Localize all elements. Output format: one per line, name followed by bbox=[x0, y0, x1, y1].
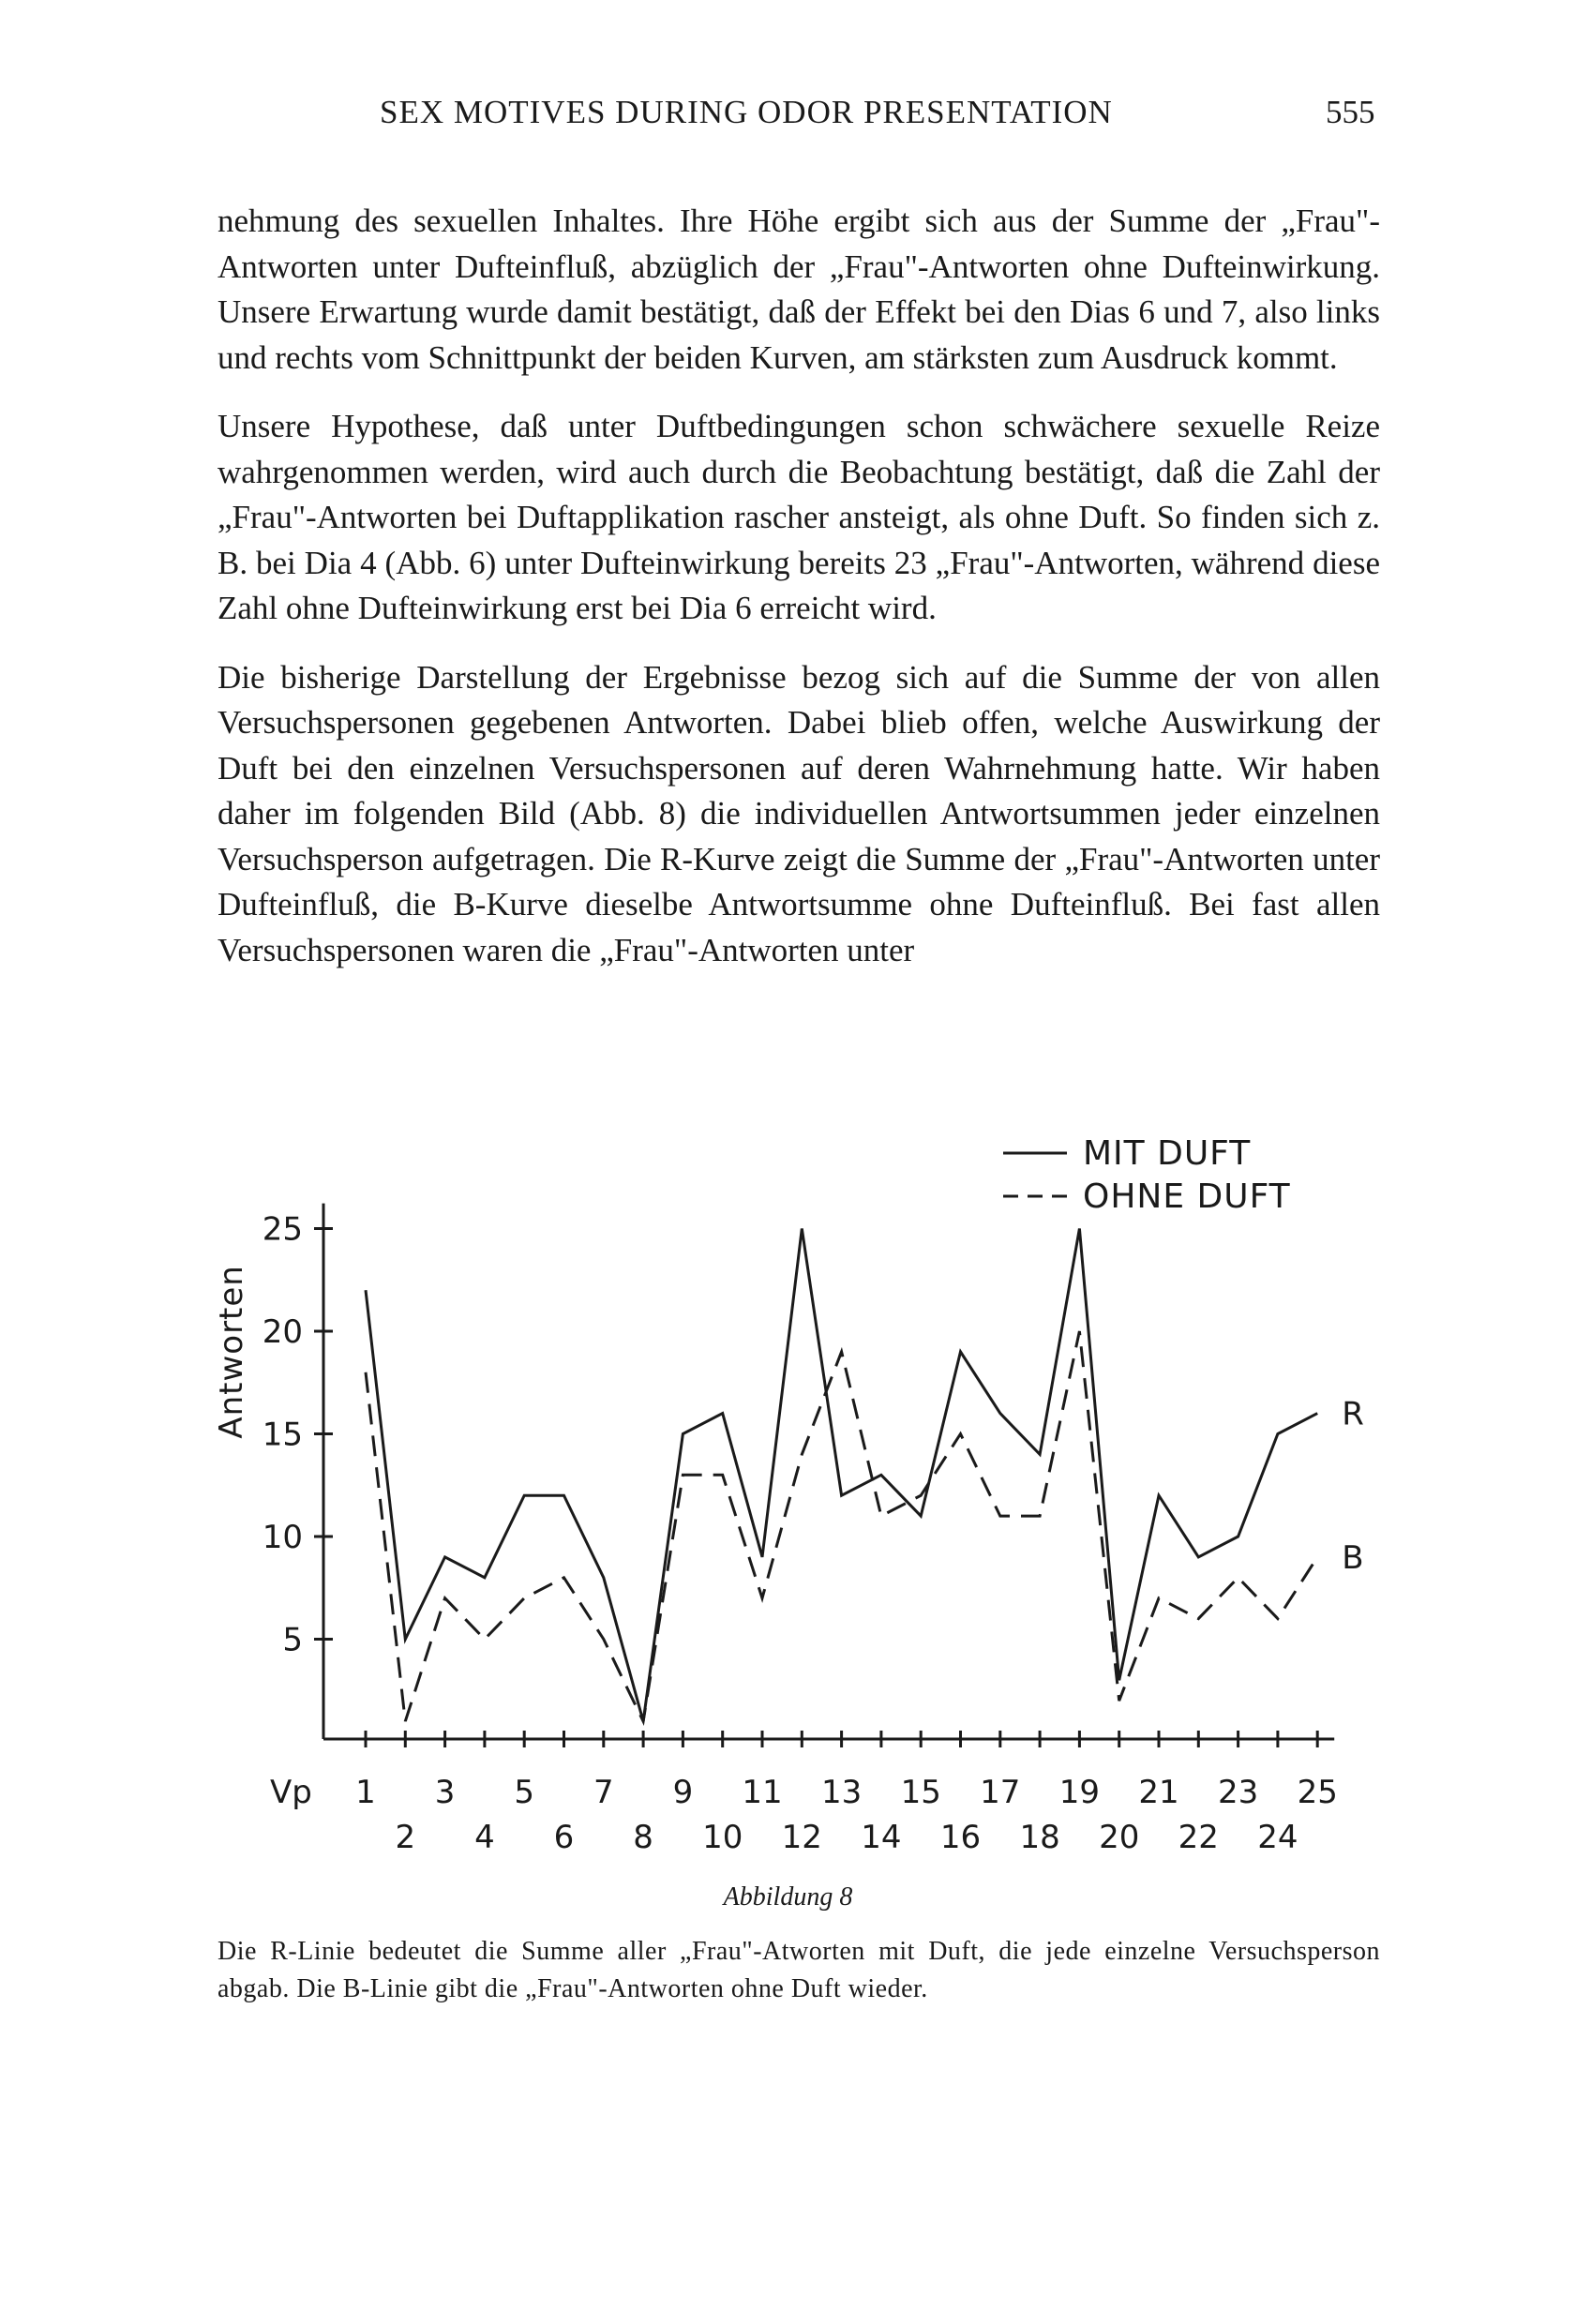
x-tick-label: 7 bbox=[593, 1774, 614, 1811]
series-end-label: B bbox=[1342, 1538, 1364, 1577]
x-tick-label: 1 bbox=[355, 1774, 376, 1811]
x-tick-label: 11 bbox=[742, 1774, 783, 1811]
x-tick-label: 6 bbox=[553, 1819, 575, 1856]
x-tick-label: 18 bbox=[1019, 1819, 1060, 1856]
paragraph: Unsere Hypothese, daß unter Duftbedingungen schon schwächere sexuelle Reize wahrgenommen werden, wird auch durch die Beobachtung bestätigt, daß die Zahl der „Frau"-Antworten bei Duftapplikation rascher ansteigt, als ohne Duft. So finden sich z. B. bei Dia 4 (Abb. 6) unter Dufteinwirkung bereits 23 „Frau"-Antworten, während diese Zahl ohne Dufteinwirkung erst bei Dia 6 erreicht wird. bbox=[218, 408, 1380, 626]
x-tick-label: 19 bbox=[1058, 1774, 1101, 1811]
x-tick-label: 21 bbox=[1138, 1774, 1179, 1811]
figure-8-chart bbox=[0, 1106, 1576, 1875]
figure-caption: Die R-Linie bedeutet die Summe aller „Frau"-Atworten mit Duft, die jede einzelne Versuchsperson abgab. Die B-Linie gibt die „Frau"-Antworten ohne Duft wieder. bbox=[218, 1937, 1380, 2003]
x-tick-label: 17 bbox=[980, 1774, 1021, 1811]
x-tick-label: 23 bbox=[1217, 1774, 1259, 1811]
paragraph: nehmung des sexuellen Inhaltes. Ihre Höhe ergibt sich aus der Summe der „Frau"-Antworten unter Dufteinfluß, abzüglich der „Frau"-Antworten ohne Dufteinwirkung. Unsere Erwartung wurde damit bestätigt, daß der Effekt bei den Dias 6 und 7, also links und rechts vom Schnittpunkt der beiden Kurven, am stärksten zum Ausdruck kommt. bbox=[218, 202, 1380, 376]
x-tick-label: 9 bbox=[672, 1774, 694, 1811]
x-tick-label: 2 bbox=[395, 1819, 416, 1856]
x-tick-label: 5 bbox=[514, 1774, 535, 1811]
x-tick-label: 12 bbox=[781, 1819, 822, 1856]
legend-label: OHNE DUFT bbox=[1083, 1177, 1291, 1216]
x-tick-label: 16 bbox=[939, 1819, 982, 1856]
series-end-label: R bbox=[1342, 1395, 1364, 1433]
x-tick-label: 10 bbox=[702, 1819, 743, 1856]
body-text bbox=[218, 199, 1380, 973]
x-axis-title: Vp bbox=[270, 1774, 312, 1811]
line-chart bbox=[0, 1106, 1576, 1875]
x-tick-label: 3 bbox=[434, 1774, 456, 1811]
x-tick-label: 20 bbox=[1099, 1819, 1140, 1856]
series-line bbox=[366, 1229, 1317, 1722]
y-tick-label: 10 bbox=[262, 1519, 303, 1556]
x-tick-label: 14 bbox=[861, 1819, 902, 1856]
paragraph: Die bisherige Darstellung der Ergebnisse bezog sich auf die Summe der von allen Versuchspersonen gegebenen Antworten. Dabei blieb offen, welche Auswirkung der Duft bei den einzelnen Versuchspersonen auf deren Wahrnehmung hatte. Wir haben daher im folgenden Bild (Abb. 8) die individuellen Antwortsummen jeder einzelnen Versuchsperson aufgetragen. Die R-Kurve zeigt die Summe der „Frau"-Antworten unter Dufteinfluß, die B-Kurve dieselbe Antwortsumme ohne Dufteinfluß. Bei fast allen Versuchspersonen waren die „Frau"-Antworten unter bbox=[218, 658, 1380, 968]
x-tick-label: 8 bbox=[633, 1819, 653, 1856]
y-tick-label: 25 bbox=[262, 1210, 303, 1249]
x-tick-label: 13 bbox=[820, 1774, 863, 1811]
page-header bbox=[0, 94, 1576, 150]
y-tick-label: 15 bbox=[262, 1416, 303, 1454]
x-tick-label: 15 bbox=[900, 1774, 941, 1811]
y-axis-title: Antworten bbox=[213, 1265, 250, 1439]
x-tick-label: 22 bbox=[1178, 1819, 1219, 1856]
y-tick-label: 5 bbox=[282, 1621, 303, 1659]
y-tick-label: 20 bbox=[262, 1313, 303, 1351]
x-tick-label: 4 bbox=[474, 1819, 495, 1856]
running-head: SEX MOTIVES DURING ODOR PRESENTATION bbox=[380, 94, 1113, 130]
legend-label: MIT DUFT bbox=[1083, 1134, 1252, 1173]
figure-label: Abbildung 8 bbox=[723, 1882, 853, 1912]
page-number: 555 bbox=[1326, 94, 1375, 130]
x-tick-label: 24 bbox=[1257, 1819, 1298, 1856]
x-tick-label: 25 bbox=[1297, 1774, 1338, 1811]
